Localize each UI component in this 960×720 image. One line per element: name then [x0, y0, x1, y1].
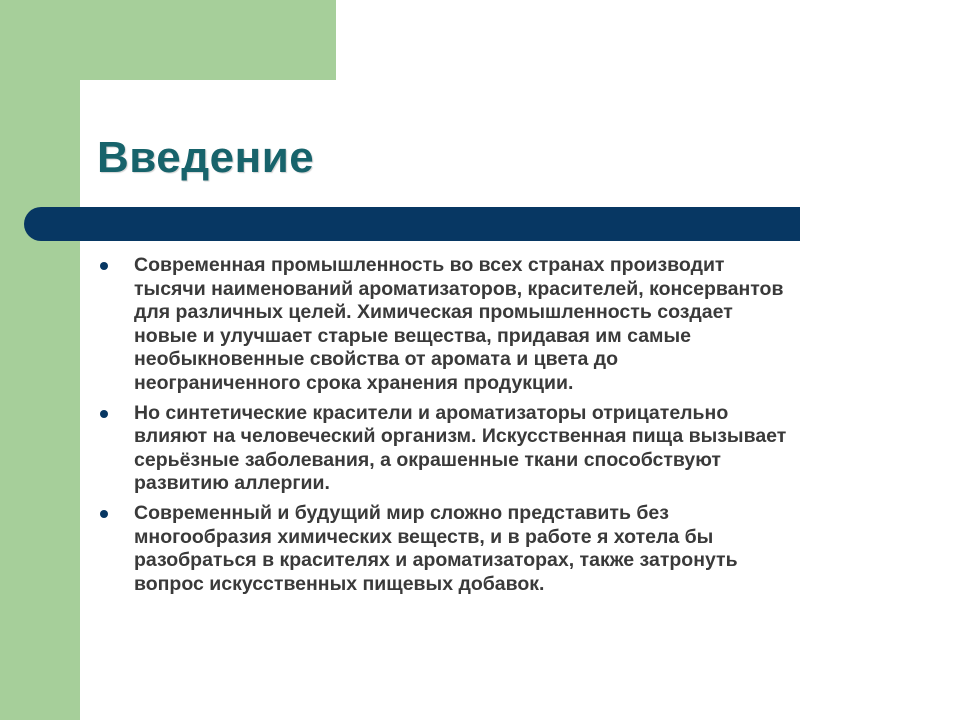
- bullet-text-line: неограниченного срока хранения продукции.: [134, 371, 574, 394]
- bullet-dot-icon: [100, 262, 108, 270]
- bullet-dot-icon: [100, 410, 108, 418]
- bullet-text-line: новые и улучшает старые вещества, придавая им самые: [134, 324, 691, 347]
- bullet-text-line: Но синтетические красители и ароматизаторы отрицательно: [134, 401, 729, 424]
- bullet-text-line: Современный и будущий мир сложно представить без: [134, 501, 669, 524]
- bullet-text-line: развитию аллергии.: [134, 472, 330, 495]
- title-underline-bar: [24, 207, 800, 241]
- bullet-text-line: для различных целей. Химическая промышленность создает: [134, 301, 733, 324]
- bullet-dot-icon: [100, 510, 108, 518]
- bullet-text-line: Современная промышленность во всех странах производит: [134, 254, 725, 276]
- bullet-text-line: вопрос искусственных пищевых добавок.: [134, 572, 545, 595]
- bullet-item: [96, 502, 896, 596]
- bullet-text-line: необыкновенные свойства от аромата и цвета до: [134, 348, 619, 371]
- bullet-text-line: тысячи наименований ароматизаторов, красителей, консервантов: [134, 277, 784, 300]
- top-green-block: [80, 0, 336, 80]
- bullet-text-line: многообразия химических веществ, и в работе я хотела бы: [134, 525, 714, 548]
- slide-title: Введение: [97, 133, 315, 182]
- bullet-item: [96, 402, 896, 496]
- bullet-text-line: серьёзные заболевания, а окрашенные ткани способствуют: [134, 448, 721, 471]
- bullet-text-line: влияют на человеческий организм. Искусственная пища вызывает: [134, 425, 787, 448]
- bullet-text-line: разобраться в красителях и ароматизаторах, также затронуть: [134, 549, 738, 572]
- bullet-list: [96, 254, 896, 596]
- left-green-band: [0, 0, 80, 720]
- bullet-item: [96, 254, 896, 396]
